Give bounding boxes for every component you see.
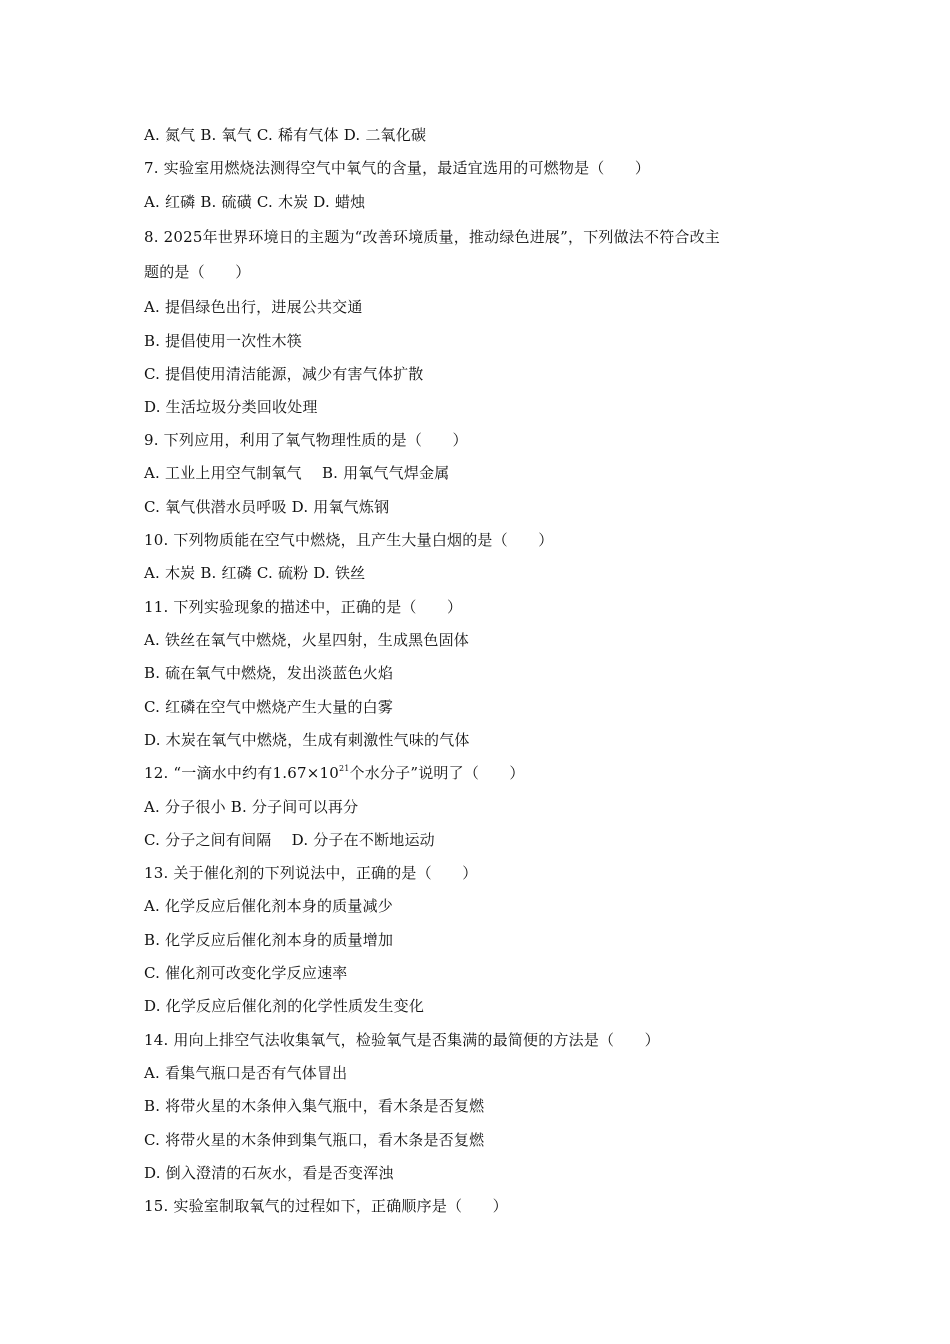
text-line: 15. 实验室制取氧气的过程如下，正确顺序是（ ） — [144, 1197, 508, 1215]
text-line: B. 提倡使用一次性木筷 — [144, 332, 302, 350]
text-line: C. 氧气供潜水员呼吸 D. 用氧气炼钢 — [144, 498, 390, 516]
text-line: A. 木炭 B. 红磷 C. 硫粉 D. 铁丝 — [144, 564, 366, 582]
text-line: C. 红磷在空气中燃烧产生大量的白雾 — [144, 698, 394, 716]
question-12-stem — [144, 763, 525, 783]
text-line: B. 硫在氧气中燃烧，发出淡蓝色火焰 — [144, 664, 394, 682]
text-line: D. 倒入澄清的石灰水，看是否变浑浊 — [144, 1164, 394, 1182]
text-line: 10. 下列物质能在空气中燃烧，且产生大量白烟的是（ ） — [144, 531, 554, 549]
text-line: C. 将带火星的木条伸到集气瓶口，看木条是否复燃 — [144, 1131, 485, 1149]
text-line: D. 化学反应后催化剂的化学性质发生变化 — [144, 997, 425, 1015]
text-line: A. 分子很小 B. 分子间可以再分 — [144, 798, 359, 816]
text-line: 14. 用向上排空气法收集氧气，检验氧气是否集满的最简便的方法是（ ） — [144, 1031, 660, 1049]
text-line: 9. 下列应用，利用了氧气物理性质的是（ ） — [144, 431, 468, 449]
q12-text-after: 个水分子”说明了（ ） — [349, 764, 525, 782]
text-line: A. 铁丝在氧气中燃烧，火星四射，生成黑色固体 — [144, 631, 469, 649]
text-line: B. 将带火星的木条伸入集气瓶中，看木条是否复燃 — [144, 1097, 485, 1115]
q12-exponent: 21 — [338, 764, 350, 773]
text-line: 11. 下列实验现象的描述中，正确的是（ ） — [144, 598, 463, 616]
text-line: 8. 2025年世界环境日的主题为“改善环境质量，推动绿色进展”，下列做法不符合改主 — [144, 228, 720, 246]
text-line: 7. 实验室用燃烧法测得空气中氧气的含量，最适宜选用的可燃物是（ ） — [144, 159, 651, 177]
text-line: 13. 关于催化剂的下列说法中，正确的是（ ） — [144, 864, 478, 882]
text-line: D. 木炭在氧气中燃烧，生成有刺激性气味的气体 — [144, 731, 470, 749]
text-line: A. 氮气 B. 氧气 C. 稀有气体 D. 二氧化碳 — [144, 126, 427, 144]
text-line: C. 分子之间有间隔 D. 分子在不断地运动 — [144, 831, 435, 849]
text-line: C. 提倡使用清洁能源，减少有害气体扩散 — [144, 365, 424, 383]
text-line: A. 看集气瓶口是否有气体冒出 — [144, 1064, 348, 1082]
q12-text-before: 12. “一滴水中约有1.67×10 — [144, 764, 339, 782]
text-line: A. 工业上用空气制氧气 B. 用氧气气焊金属 — [144, 464, 450, 482]
text-line: A. 提倡绿色出行，进展公共交通 — [144, 298, 363, 316]
text-line: A. 红磷 B. 硫磺 C. 木炭 D. 蜡烛 — [144, 193, 366, 211]
text-line: A. 化学反应后催化剂本身的质量减少 — [144, 897, 393, 915]
text-line: C. 催化剂可改变化学反应速率 — [144, 964, 348, 982]
text-line: 题的是（ ） — [144, 263, 251, 281]
text-line: B. 化学反应后催化剂本身的质量增加 — [144, 931, 394, 949]
text-line: D. 生活垃圾分类回收处理 — [144, 398, 318, 416]
